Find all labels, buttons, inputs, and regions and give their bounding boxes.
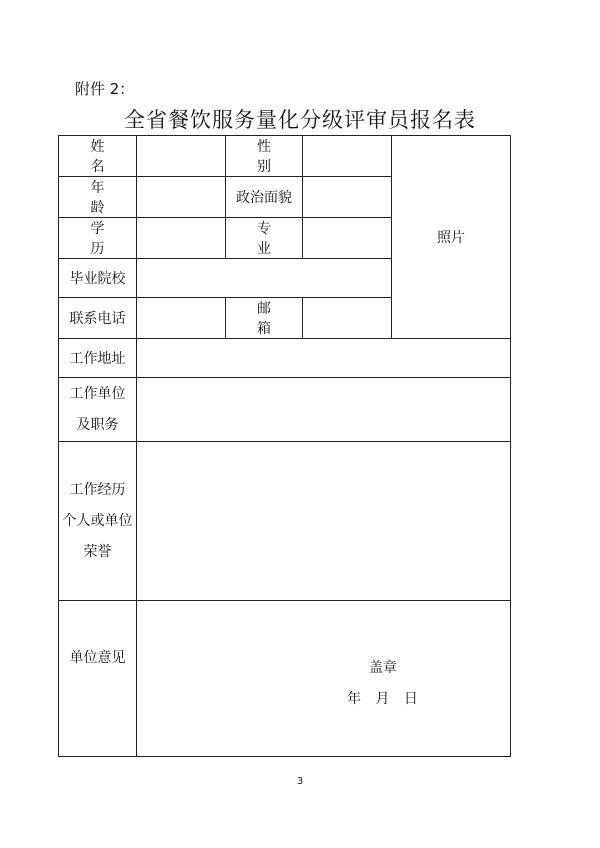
- unit-label-line1: 工作单位: [69, 385, 126, 402]
- name-field[interactable]: [137, 136, 226, 177]
- major-field[interactable]: [303, 218, 392, 259]
- unit-field[interactable]: [137, 378, 511, 442]
- major-label: 专业: [226, 218, 303, 259]
- school-label: 毕业院校: [59, 259, 137, 298]
- address-label: 工作地址: [59, 339, 137, 378]
- attachment-label: 附件 2：: [75, 80, 135, 98]
- age-field[interactable]: [137, 177, 226, 218]
- seal-text: 盖章: [369, 660, 397, 676]
- school-field[interactable]: [137, 259, 392, 298]
- phone-field[interactable]: [137, 298, 226, 339]
- experience-field[interactable]: [137, 442, 511, 601]
- registration-form: [58, 135, 511, 757]
- page-number: 3: [296, 776, 304, 787]
- photo-label: 照片: [437, 230, 465, 246]
- experience-label-line3: 荣誉: [83, 543, 112, 560]
- email-label: 邮箱: [226, 298, 303, 339]
- date-text: 年 月 日: [347, 691, 418, 707]
- experience-label-line2: 个人或单位: [62, 512, 133, 529]
- education-label: 学历: [59, 218, 137, 259]
- form-title: 全省餐饮服务量化分级评审员报名表: [124, 108, 476, 132]
- gender-label: 性别: [226, 136, 303, 177]
- politics-field[interactable]: [303, 177, 392, 218]
- photo-box[interactable]: [392, 136, 511, 339]
- email-field[interactable]: [303, 298, 392, 339]
- opinion-field[interactable]: [137, 601, 511, 757]
- address-field[interactable]: [137, 339, 511, 378]
- gender-field[interactable]: [303, 136, 392, 177]
- experience-label: [59, 442, 137, 601]
- phone-label: 联系电话: [59, 298, 137, 339]
- opinion-label: 单位意见: [59, 601, 137, 757]
- politics-label: 政治面貌: [226, 177, 303, 218]
- unit-label-line2: 及职务: [76, 416, 119, 433]
- name-label: 姓名: [59, 136, 137, 177]
- education-field[interactable]: [137, 218, 226, 259]
- unit-label: [59, 378, 137, 442]
- age-label: 年龄: [59, 177, 137, 218]
- experience-label-line1: 工作经历: [69, 481, 126, 498]
